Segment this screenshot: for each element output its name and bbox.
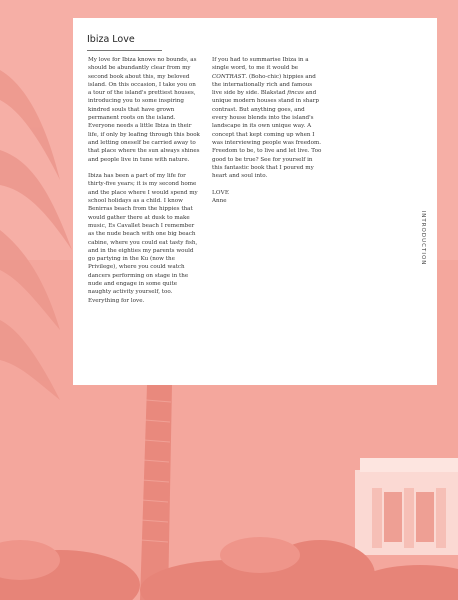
right-paragraph-1 (212, 56, 322, 180)
right-paragraph-1-emphasis-contrast: CONTRAST (212, 73, 246, 80)
title-underline (87, 50, 162, 51)
right-paragraph-1-text-c: and unique modern houses stand in sharp contrast. But anything goes, and every house blends into the island's landscape in its own unique way. A concept that kept coming up when I was interviewing people was freedom. Freedom to be, to live and let live. Too good to be true? See for yourself in this fantastic book that I poured my heart and soul into. (212, 90, 322, 180)
section-label: INTRODUCTION (420, 210, 426, 266)
left-paragraph-2: Ibiza has been a part of my life for thirty-five years; it is my second home and the place where I would spend my school holidays as a child. I know Benirras beach from the hippies that would gather there at dusk to make music, Es Cavallet beach I remember as the nude beach with one big beach cabine, where you could eat tasty fish, and in the eighties my parents would go partying in the Ku (now the Privilege), where you could watch dancers performing on stage in the nude and engage in some quite naughty activity yourself, too. Everything for love. (88, 173, 198, 304)
right-column (212, 56, 322, 205)
signature: Anne (212, 198, 227, 205)
page-title: Ibiza Love (87, 34, 135, 45)
sign-off: LOVE (212, 189, 230, 196)
right-paragraph-1-emphasis-fincas: fincas (287, 90, 304, 97)
house (355, 458, 458, 555)
left-paragraph-1: My love for Ibiza knows no bounds, as should be abundantly clear from my second book about this, my beloved island. On this occasion, I take you on a tour of the island's prettiest houses, introducing you to some inspiring kindred souls that have grown permanent roots on the island. Everyone needs a little Ibiza in their life, if only by leafing through this book and letting oneself be carried away to that place where the sun always shines and people live in tune with nature. (88, 57, 200, 163)
right-paragraph-1-text-a: If you had to summarise Ibiza in a single word, to me it would be (212, 57, 309, 72)
right-paragraph-1-text-b: . (Boho-chic) hippies and the internationally rich and famous live side by side. Blakstad (212, 73, 316, 97)
left-column (88, 56, 200, 313)
intro-text-panel (73, 18, 437, 385)
